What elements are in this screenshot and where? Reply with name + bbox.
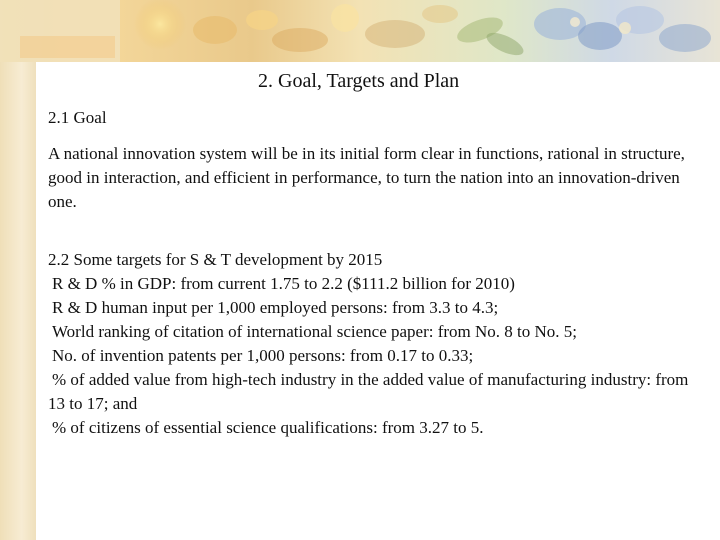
target-item-text: % of added value from high-tech industry in the added value of manufacturing industry: from 13 to 17; and	[48, 370, 689, 413]
target-item: R & D human input per 1,000 employed persons: from 3.3 to 4.3;	[52, 298, 499, 317]
goal-heading: 2.1 Goal	[48, 108, 107, 127]
targets-heading: 2.2 Some targets for S & T development by 2015	[48, 250, 383, 269]
target-item	[48, 368, 708, 416]
parchment-strip	[0, 0, 36, 540]
goal-paragraph: A national innovation system will be in its initial form clear in functions, rational in structure, good in interaction, and efficient in performance, to turn the nation into an innovation-driven one.	[48, 144, 685, 211]
target-item: % of citizens of essential science qualifications: from 3.27 to 5.	[52, 418, 484, 437]
floral-banner-graphic	[0, 0, 720, 62]
target-item: R & D % in GDP: from current 1.75 to 2.2 ($111.2 billion for 2010)	[52, 274, 515, 293]
targets-section	[48, 248, 708, 440]
target-item: No. of invention patents per 1,000 persons: from 0.17 to 0.33;	[52, 346, 474, 365]
slide-content-panel	[36, 62, 720, 540]
decorative-floral-banner	[0, 0, 720, 62]
target-item: World ranking of citation of international science paper: from No. 8 to No. 5;	[52, 322, 578, 341]
slide-title: 2. Goal, Targets and Plan	[258, 70, 460, 92]
